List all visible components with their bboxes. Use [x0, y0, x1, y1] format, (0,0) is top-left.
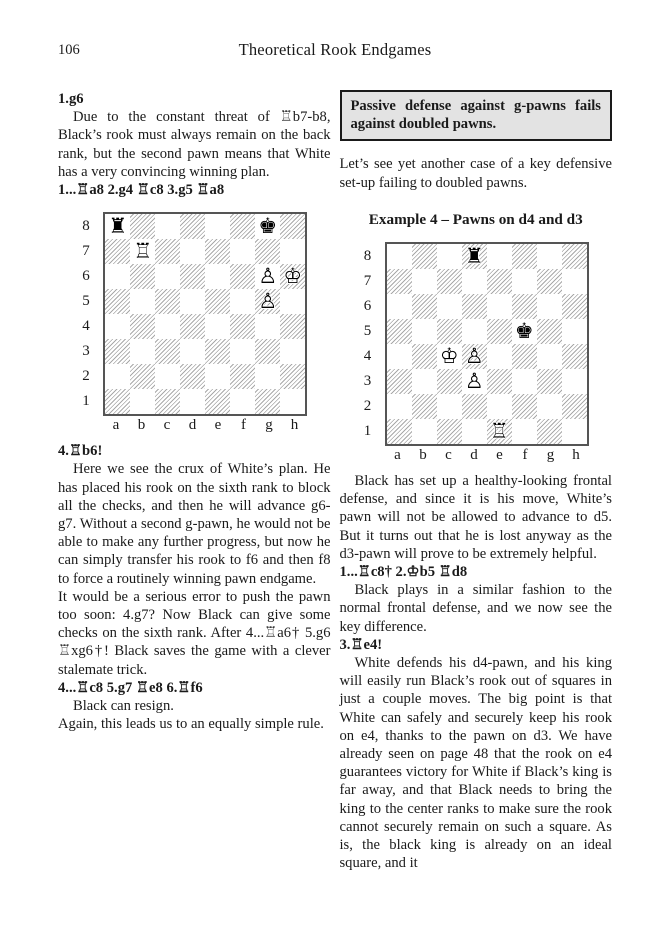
square-c8 — [155, 214, 180, 239]
square-b3 — [412, 369, 437, 394]
square-c6 — [155, 264, 180, 289]
page-number: 106 — [58, 42, 80, 58]
square-h1 — [280, 389, 305, 414]
file-labels — [385, 446, 589, 465]
coord-label: e — [496, 447, 503, 464]
square-e6 — [487, 294, 512, 319]
square-f3 — [230, 339, 255, 364]
square-a7 — [387, 269, 412, 294]
square-g3 — [255, 339, 280, 364]
square-e4 — [205, 314, 230, 339]
square-b4 — [412, 344, 437, 369]
coord-label: d — [470, 447, 478, 464]
square-h8 — [280, 214, 305, 239]
coord-label: c — [163, 417, 171, 434]
square-f7 — [512, 269, 537, 294]
square-g1 — [255, 389, 280, 414]
square-d2 — [180, 364, 205, 389]
coord-label: 3 — [363, 373, 372, 390]
square-c1 — [155, 389, 180, 414]
square-g1 — [537, 419, 562, 444]
square-d7 — [180, 239, 205, 264]
square-d5 — [462, 319, 487, 344]
square-h2 — [562, 394, 587, 419]
square-d4 — [180, 314, 205, 339]
square-h6 — [562, 294, 587, 319]
square-g7 — [537, 269, 562, 294]
square-d5 — [180, 289, 205, 314]
rank-labels — [363, 242, 385, 446]
square-h3 — [280, 339, 305, 364]
coord-label: 3 — [82, 343, 90, 360]
square-g6 — [537, 294, 562, 319]
square-c5 — [437, 319, 462, 344]
square-b8 — [130, 214, 155, 239]
square-f3 — [512, 369, 537, 394]
board-row — [81, 212, 307, 416]
coord-label: 1 — [363, 423, 372, 440]
coord-label: 4 — [82, 318, 90, 335]
white-rook: ♖ — [489, 419, 509, 444]
move-heading: 1...♖a8 2.g4 ♖c8 3.g5 ♖a8 — [58, 182, 225, 199]
square-a2 — [105, 364, 130, 389]
square-a6 — [105, 264, 130, 289]
square-c4 — [437, 344, 462, 369]
square-f5 — [512, 319, 537, 344]
rank-labels — [81, 212, 103, 416]
square-f1 — [512, 419, 537, 444]
white-pawn: ♙ — [464, 369, 484, 394]
coord-label: 7 — [82, 243, 90, 260]
black-rook: ♜ — [108, 214, 128, 239]
square-e3 — [205, 339, 230, 364]
square-d1 — [180, 389, 205, 414]
white-king: ♔ — [283, 264, 303, 289]
square-b3 — [130, 339, 155, 364]
square-h4 — [280, 314, 305, 339]
square-d3 — [462, 369, 487, 394]
square-d8 — [462, 244, 487, 269]
square-g8 — [537, 244, 562, 269]
square-e8 — [487, 244, 512, 269]
black-king: ♚ — [514, 319, 534, 344]
paragraph: Black has set up a healthy-looking frontal defense, and since it is his move, White’s pawn will not be allowed to advance to d5. But it turns out that he is lost anyway as the d3-pawn will prove to be extremely helpful. — [339, 473, 612, 562]
coord-label: d — [188, 417, 197, 434]
square-e1 — [487, 419, 512, 444]
square-c2 — [437, 394, 462, 419]
square-h4 — [562, 344, 587, 369]
move-heading: 3.♖e4! — [339, 636, 383, 653]
square-e1 — [205, 389, 230, 414]
paragraph: White defends his d4-pawn, and his king will easily run Black’s rook out of squares in just a couple moves. The big point is that White can safely and securely keep his rook on e4, thanks to the pawn on d3. We have already seen on page 48 that the rook on e4 guarantees victory for White if Black’s king is far away, and that Black needs to bring the king to the center ranks to make sure the rook cannot securely remain on such a square. As is, the black king is already on an ideal square, and it — [339, 655, 612, 872]
square-f1 — [230, 389, 255, 414]
square-g2 — [537, 394, 562, 419]
square-a1 — [105, 389, 130, 414]
square-g7 — [255, 239, 280, 264]
coord-label: 6 — [363, 298, 372, 315]
square-a3 — [387, 369, 412, 394]
square-b1 — [130, 389, 155, 414]
coord-label: 1 — [82, 393, 90, 410]
coord-label: 8 — [82, 218, 90, 235]
square-d2 — [462, 394, 487, 419]
square-a8 — [105, 214, 130, 239]
callout-box: Passive defense against g-pawns fails against doubled pawns. — [340, 90, 613, 141]
square-e5 — [487, 319, 512, 344]
square-c2 — [155, 364, 180, 389]
square-g3 — [537, 369, 562, 394]
black-rook: ♜ — [464, 244, 484, 269]
square-h8 — [562, 244, 587, 269]
paragraph: Here we see the crux of White’s plan. He has placed his rook on the sixth rank to block all the checks, and then he will advance g6-g7. Without a second g-pawn, he would not be able to make any further progress, but now he can simply transfer his rook to f6 and then f8 to force a routinely winning pawn endgame. — [58, 461, 331, 587]
paragraph: It would be a serious error to push the pawn too soon: 4.g7? Now Black can give some checks on the sixth rank. After 4...♖a6† 5.g6 ♖xg6†! Black saves the game with a clever stalemate trick. — [58, 588, 331, 678]
paragraph: Due to the constant threat of ♖b7-b8, Black’s rook must always remain on the back rank, but the second pawn means that White has a very convincing winning plan. — [58, 109, 331, 180]
square-a4 — [387, 344, 412, 369]
square-f8 — [230, 214, 255, 239]
coord-label: 8 — [363, 248, 372, 265]
square-e8 — [205, 214, 230, 239]
square-b5 — [412, 319, 437, 344]
square-h3 — [562, 369, 587, 394]
square-d4 — [462, 344, 487, 369]
square-b7 — [130, 239, 155, 264]
square-c1 — [437, 419, 462, 444]
square-h5 — [280, 289, 305, 314]
coord-label: a — [112, 417, 120, 434]
square-a1 — [387, 419, 412, 444]
running-title: Theoretical Rook Endgames — [238, 40, 432, 59]
square-b2 — [412, 394, 437, 419]
square-g5 — [255, 289, 280, 314]
square-e2 — [487, 394, 512, 419]
coord-label: b — [137, 417, 146, 434]
board-row — [363, 242, 589, 446]
square-b1 — [412, 419, 437, 444]
square-d7 — [462, 269, 487, 294]
paragraph: Let’s see yet another case of a key defensive set-up failing to doubled pawns. — [339, 156, 612, 191]
square-a2 — [387, 394, 412, 419]
square-c4 — [155, 314, 180, 339]
coord-label: a — [394, 447, 401, 464]
square-e6 — [205, 264, 230, 289]
chess-board-right — [385, 242, 589, 446]
two-column-layout — [58, 90, 612, 872]
square-f4 — [230, 314, 255, 339]
square-e7 — [487, 269, 512, 294]
square-c7 — [437, 269, 462, 294]
square-b2 — [130, 364, 155, 389]
square-c3 — [155, 339, 180, 364]
move-heading: 1...♖c8† 2.♔b5 ♖d8 — [339, 564, 468, 581]
coord-label: 5 — [363, 323, 372, 340]
page-header — [58, 40, 612, 62]
square-g2 — [255, 364, 280, 389]
square-h1 — [562, 419, 587, 444]
square-b5 — [130, 289, 155, 314]
move-heading: 4...♖c8 5.g7 ♖e8 6.♖f6 — [58, 679, 203, 696]
paragraph: Black plays in a similar fashion to the normal frontal defense, and we now see the key difference. — [339, 582, 612, 635]
square-g4 — [255, 314, 280, 339]
coord-label: 5 — [82, 293, 90, 310]
coord-label: 2 — [82, 368, 90, 385]
square-h5 — [562, 319, 587, 344]
square-f2 — [512, 394, 537, 419]
square-c5 — [155, 289, 180, 314]
square-f8 — [512, 244, 537, 269]
square-c7 — [155, 239, 180, 264]
white-pawn: ♙ — [464, 344, 484, 369]
square-g6 — [255, 264, 280, 289]
square-a4 — [105, 314, 130, 339]
square-c3 — [437, 369, 462, 394]
square-a5 — [105, 289, 130, 314]
white-rook: ♖ — [133, 239, 153, 264]
paragraph: Again, this leads us to an equally simple rule. — [58, 716, 324, 733]
square-d8 — [180, 214, 205, 239]
paragraph: Black can resign. — [73, 698, 174, 715]
square-b8 — [412, 244, 437, 269]
left-column — [58, 90, 331, 872]
square-f5 — [230, 289, 255, 314]
square-g5 — [537, 319, 562, 344]
square-e3 — [487, 369, 512, 394]
square-b7 — [412, 269, 437, 294]
square-a6 — [387, 294, 412, 319]
white-king: ♔ — [439, 344, 459, 369]
square-f4 — [512, 344, 537, 369]
square-b6 — [130, 264, 155, 289]
square-d1 — [462, 419, 487, 444]
square-e5 — [205, 289, 230, 314]
chess-diagram-right — [363, 242, 589, 465]
square-c6 — [437, 294, 462, 319]
square-a3 — [105, 339, 130, 364]
right-column — [340, 90, 613, 872]
square-d6 — [462, 294, 487, 319]
coord-label: h — [572, 447, 580, 464]
square-f2 — [230, 364, 255, 389]
coord-label: e — [214, 417, 222, 434]
square-b4 — [130, 314, 155, 339]
square-a8 — [387, 244, 412, 269]
white-pawn: ♙ — [258, 289, 278, 314]
black-king: ♚ — [258, 214, 278, 239]
square-g4 — [537, 344, 562, 369]
coord-label: c — [445, 447, 452, 464]
square-h2 — [280, 364, 305, 389]
chess-board-left — [103, 212, 307, 416]
move-heading: 4.♖b6! — [58, 443, 103, 460]
square-a5 — [387, 319, 412, 344]
square-f6 — [230, 264, 255, 289]
square-e2 — [205, 364, 230, 389]
example-heading: Example 4 – Pawns on d4 and d3 — [368, 210, 583, 228]
square-f6 — [512, 294, 537, 319]
file-labels — [103, 416, 307, 435]
square-b6 — [412, 294, 437, 319]
square-c8 — [437, 244, 462, 269]
move-heading: 1.g6 — [58, 91, 84, 107]
coord-label: f — [241, 417, 246, 434]
coord-label: 6 — [82, 268, 90, 285]
square-h6 — [280, 264, 305, 289]
coord-label: 2 — [363, 398, 372, 415]
square-h7 — [562, 269, 587, 294]
white-pawn: ♙ — [258, 264, 278, 289]
coord-label: 4 — [363, 348, 372, 365]
coord-label: g — [265, 417, 273, 434]
square-e7 — [205, 239, 230, 264]
square-d6 — [180, 264, 205, 289]
square-g8 — [255, 214, 280, 239]
square-h7 — [280, 239, 305, 264]
coord-label: g — [546, 447, 555, 464]
square-d3 — [180, 339, 205, 364]
chess-diagram-left — [81, 212, 307, 435]
square-e4 — [487, 344, 512, 369]
coord-label: b — [419, 447, 427, 464]
coord-label: 7 — [363, 273, 372, 290]
square-a7 — [105, 239, 130, 264]
coord-label: f — [522, 447, 528, 464]
coord-label: h — [290, 417, 299, 434]
square-f7 — [230, 239, 255, 264]
